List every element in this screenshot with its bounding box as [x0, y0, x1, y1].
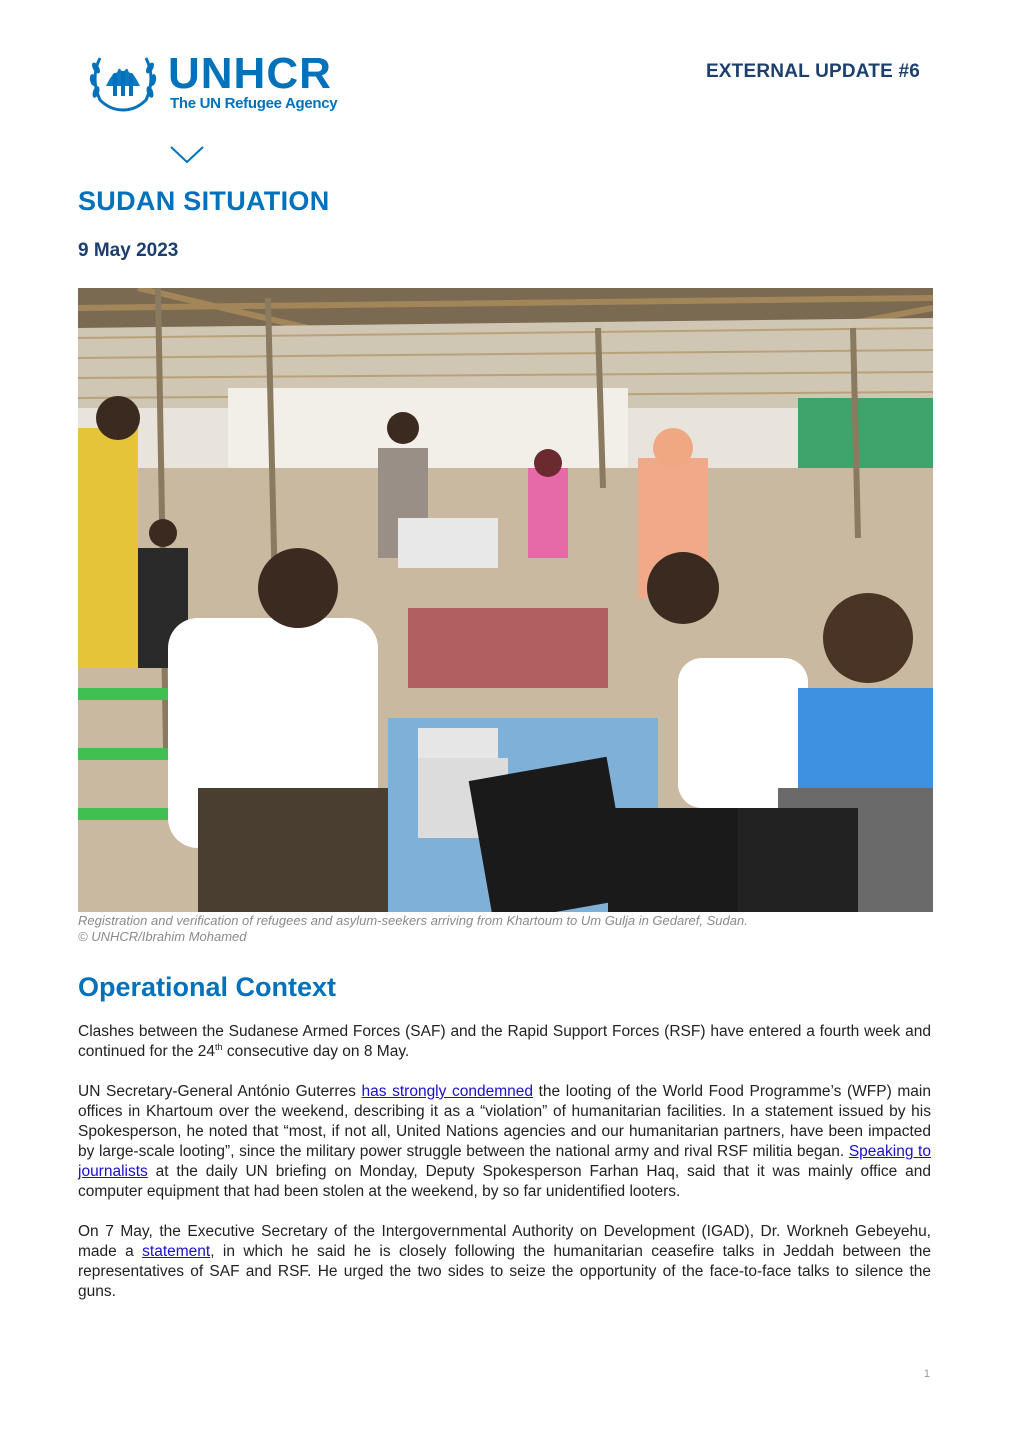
laurel-emblem-icon — [86, 48, 160, 114]
body-text — [78, 1022, 931, 1322]
journalists-link[interactable]: Speaking to journalists — [78, 1143, 931, 1180]
logo-tagline: The UN Refugee Agency — [170, 95, 338, 112]
section-heading: Operational Context — [78, 972, 337, 1002]
photo-caption — [78, 913, 938, 945]
paragraph-3: On 7 May, the Executive Secretary of the Intergovernmental Authority on Development (IGAD), Dr. Workneh Gebeyehu, made a statement, in which he said he is closely following the humanitarian ceasefire talks in Jeddah between the representatives of SAF and RSF. He urged the two sides to seize the opportunity of the face-to-face talks to silence the guns. — [78, 1223, 932, 1300]
page-date: 9 May 2023 — [78, 240, 179, 261]
update-label: EXTERNAL UPDATE #6 — [705, 61, 920, 82]
chevron-down-icon — [170, 146, 204, 164]
registration-photo — [78, 288, 933, 912]
unhcr-logo — [86, 48, 366, 118]
statement-link[interactable]: statement — [142, 1243, 211, 1260]
logo-wordmark: UNHCR — [168, 49, 332, 98]
condemned-link[interactable]: has strongly condemned — [361, 1083, 533, 1100]
page-title: SUDAN SITUATION — [78, 186, 330, 216]
paragraph-1: Clashes between the Sudanese Armed Forces (SAF) and the Rapid Support Forces (RSF) have entered a fourth week and continued for the 24th consecutive day on 8 May. — [78, 1023, 931, 1060]
photo-credit: © UNHCR/Ibrahim Mohamed — [78, 929, 247, 944]
photo-caption-text: Registration and verification of refugees and asylum-seekers arriving from Khartoum to Um Gulja in Gedaref, Sudan. — [78, 913, 748, 928]
page-number: 1 — [923, 1368, 930, 1380]
paragraph-2: UN Secretary-General António Guterres has strongly condemned the looting of the World Food Programme’s (WFP) main offices in Khartoum over the weekend, describing it as a “violation” of humanitarian facilities. In a statement issued by his Spokesperson, he noted that “most, if not all, United Nations agencies and our humanitarian partners, have been impacted by large-scale looting”, since the military power struggle between the national army and rival RSF militia began. Speaking to journalists at the daily UN briefing on Monday, Deputy Spokesperson Farhan Haq, said that it was mainly office and computer equipment that had been stolen at the weekend, by so far unidentified looters. — [78, 1083, 931, 1200]
